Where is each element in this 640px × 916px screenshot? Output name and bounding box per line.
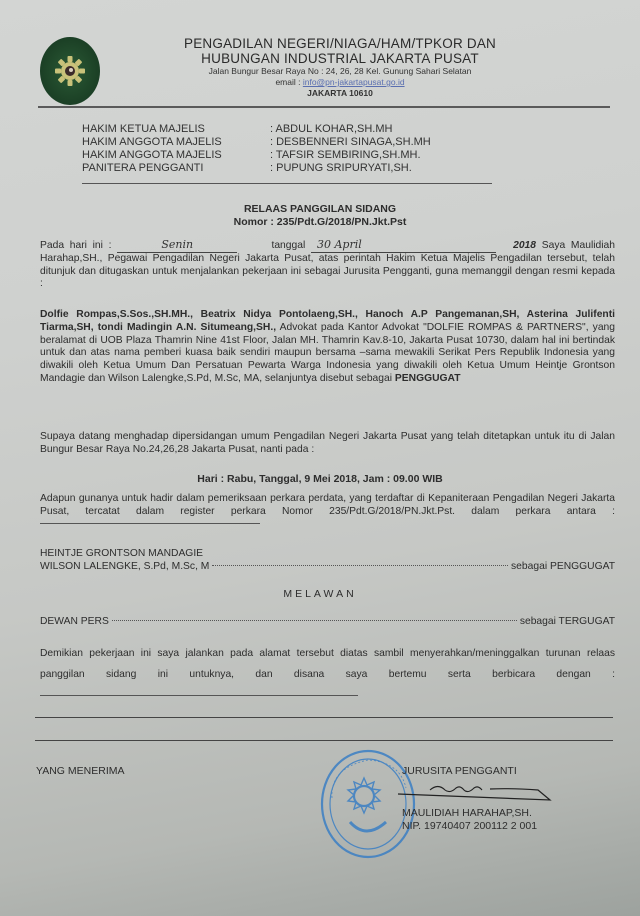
defendant-role: sebagai TERGUGAT — [519, 616, 615, 627]
plaintiff-role-label: PENGGUGAT — [394, 372, 461, 384]
defendant-name: DEWAN PERS — [40, 616, 109, 627]
year: 2018 — [513, 240, 537, 251]
panel-row — [82, 149, 502, 162]
purpose-body: Adapun gunanya untuk hadir dalam pemeriksaan perkara perdata, yang terdaftar di Kepaniteraan Pengadilan Negeri Jakarta Pusat, tercatat dalam register perkara Nomor 235/Pdt.G/2018/PN.Jkt.Pst. dalam perkara antara : — [40, 493, 615, 517]
letterhead — [130, 36, 550, 99]
plaintiff-line2 — [40, 560, 615, 573]
panel-name: : ABDUL KOHAR,SH.MH — [270, 123, 393, 135]
dotted-leader — [112, 620, 517, 621]
day-field: Senin — [117, 239, 237, 253]
plaintiff-name-2: WILSON LALENGKE, S.Pd, M.Sc, M — [40, 561, 210, 572]
panel-divider — [82, 183, 492, 184]
letterhead-divider — [38, 106, 610, 108]
document-heading: RELAAS PANGGILAN SIDANG — [243, 203, 397, 215]
blank-line — [35, 740, 613, 741]
opening-prefix: Pada hari ini : — [40, 240, 112, 251]
panel-role: HAKIM ANGGOTA MAJELIS — [82, 149, 222, 161]
versus-label: MELAWAN — [283, 588, 357, 600]
panel-name: : TAFSIR SEMBIRING,SH.MH. — [270, 149, 421, 161]
defendant-line — [40, 615, 615, 628]
closing-body: Demikian pekerjaan ini saya jalankan pada alamat tersebut diatas sambil menyerahkan/meninggalkan turunan relaas panggilan sidang ini untuknya, dan disana saya bertemu serta berbicara dengan : — [40, 648, 615, 680]
advocates-paragraph — [40, 309, 615, 386]
advocates-body: Advokat pada Kantor Advokat "DOLFIE ROMPAS & PARTNERS", yang beralamat di UOB Plaza Thamrin Nine 41st Floor, Jalan MH. Thamrin Kav.8-10, Jakarta Pusat 10730, dalam hal ini bertindak untuk dan atas nama pemberi kuasa baik sendiri maupun bersama –sama mewakili Serikat Pers Republik Indonesia yang diwakili oleh Ketua Umum Dan Persatuan Pewarta Warga Indonesia yang diwakili oleh Ketua Umum Heintje Grontson Mandagie dan Wilson Lalengke,S.Pd, M.Sc, MA, selanjuntya disebut sebagai — [40, 321, 615, 384]
advocate-names: Dolfie Rompas,S.Sos.,SH.MH., Beatrix Nidya Pontolaeng,SH., Hanoch A.P Pangemanan,SH, Asterina Julifenti Tiarma,SH, tondi Madingin A.N. Situmeang,SH., — [40, 309, 615, 333]
panel-name: : PUPUNG SRIPURYATI,SH. — [270, 162, 412, 174]
met-with-field[interactable] — [40, 695, 358, 696]
bailiff-name: MAULIDIAH HARAHAP,SH. — [402, 807, 532, 819]
signature-icon — [390, 780, 560, 804]
panel-row — [82, 123, 502, 136]
court-emblem-icon — [40, 37, 100, 105]
email-link[interactable]: info@pn-jakartapusat.go.id — [302, 77, 405, 87]
case-number: Nomor : 235/Pdt.G/2018/PN.Jkt.Pst — [233, 216, 407, 228]
dotted-leader — [212, 565, 508, 566]
institution-name-line2: HUBUNGAN INDUSTRIAL JAKARTA PUSAT — [201, 51, 479, 66]
plaintiff-name-1: HEINTJE GRONTSON MANDAGIE — [40, 548, 204, 559]
purpose-paragraph — [40, 493, 615, 531]
panel-row — [82, 162, 502, 175]
institution-address: Jalan Bungur Besar Raya No : 24, 26, 28 Kel. Gunung Sahari Selatan — [208, 66, 472, 76]
panel-row — [82, 136, 502, 149]
date-field: 30 April — [311, 239, 496, 253]
institution-city: JAKARTA 10610 — [307, 88, 373, 98]
opening-body: Saya Maulidiah Harahap,SH., Pegawai Pengadilan Negeri Jakarta Pusat, atas perintah Hakim Ketua Majelis Pengadilan tersebut, telah ditunjuk dan ditugaskan untuk menjalankan pekerjaan ini sebagai Jurusita Pengganti, guna memanggil dengan resmi kepada : — [40, 240, 615, 290]
receiver-label: YANG MENERIMA — [36, 765, 125, 777]
plaintiff-line1 — [40, 547, 615, 560]
bailiff-label: JURUSITA PENGGANTI — [402, 765, 517, 777]
hearing-schedule: Hari : Rabu, Tanggal, 9 Mei 2018, Jam : 09.00 WIB — [197, 473, 443, 485]
institution-name-line1: PENGADILAN NEGERI/NIAGA/HAM/TPKOR DAN — [184, 36, 496, 51]
bailiff-nip: NIP. 19740407 200112 2 001 — [402, 820, 538, 832]
summons-body: Supaya datang menghadap dipersidangan umum Pengadilan Negeri Jakarta Pusat yang telah ditetapkan untuk itu di Jalan Bungur Besar Raya No.24,26,28 Jakarta Pusat, nanti pada : — [40, 431, 615, 455]
opening-paragraph — [40, 239, 615, 291]
closing-paragraph — [40, 643, 615, 706]
document-title — [0, 203, 640, 229]
summons-paragraph — [40, 431, 615, 457]
plaintiff-role: sebagai PENGGUGAT — [511, 561, 615, 572]
panel-role: HAKIM ANGGOTA MAJELIS — [82, 136, 222, 148]
panel-role: HAKIM KETUA MAJELIS — [82, 123, 205, 135]
date-label: tanggal — [271, 240, 306, 251]
institution-email-row — [130, 77, 550, 88]
panel-name: : DESBENNERI SINAGA,SH.MH — [270, 136, 431, 148]
panel-role: PANITERA PENGGANTI — [82, 162, 204, 174]
purpose-fill-line — [40, 523, 260, 524]
judges-panel — [82, 123, 502, 175]
email-label: email : — [275, 77, 303, 87]
blank-line — [35, 717, 613, 718]
